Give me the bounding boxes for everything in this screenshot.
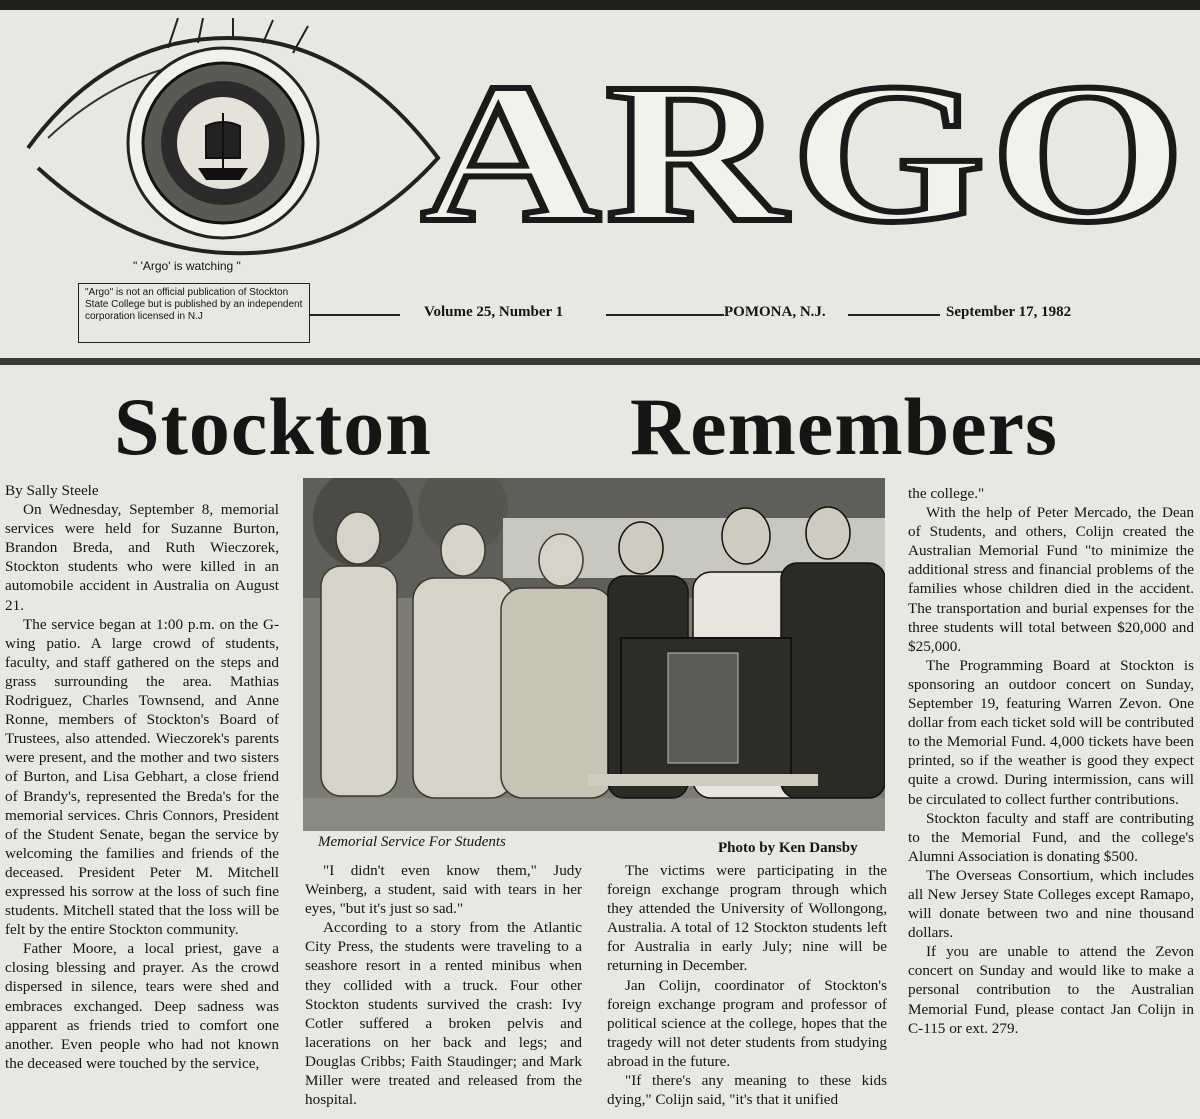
masthead-divider: [0, 358, 1200, 365]
headline-right: Remembers: [630, 381, 1058, 472]
publication-notice: "Argo" is not an official publication of Stockton State College but is published by an independent corporation licensed in N.J: [78, 283, 310, 343]
paragraph: The Overseas Consortium, which includes all New Jersey State Colleges except Ramapo, will donate between two and nine thousand dollars.: [908, 866, 1194, 942]
photo-caption: Memorial Service For Students: [318, 834, 506, 850]
paragraph: The Programming Board at Stockton is sponsoring an outdoor concert on Sunday, September 19, featuring Warren Zevon. One dollar from each ticket sold will be contributed to the Memorial Fund. 4,000 tickets have been printed, so if the weather is good they expect quite a crowd. During intermission, cans will be circulated to collect further contributions.: [908, 656, 1194, 808]
paragraph: According to a story from the Atlantic City Press, the students were traveling to a seashore resort in a rented minibus when they collided with a truck. Four other Stockton students survived the crash: Ivy Cotler suffered a broken pelvis and lacerations on her back and legs; and Douglas Cribbs; Faith Staudinger; and Mark Miller were treated and released from the hospital.: [305, 919, 582, 1109]
paragraph: "I didn't even know them," Judy Weinberg, a student, said with tears in her eyes, "but it's just so sad.": [305, 862, 582, 918]
masthead-logo: [420, 60, 1200, 240]
memorial-photo: [303, 478, 885, 831]
paragraph: Stockton faculty and staff are contributing to the Memorial Fund, and the college's Alumni Association is donating $500.: [908, 809, 1194, 865]
volume-number: Volume 25, Number 1: [424, 304, 564, 320]
article-column-3: [607, 861, 887, 1109]
byline: By Sally Steele: [5, 482, 99, 499]
issue-date: September 17, 1982: [946, 304, 1072, 320]
photo-credit: Photo by Ken Dansby: [718, 840, 858, 856]
top-rule: [0, 0, 1200, 10]
masthead-title: ARGO: [420, 60, 1190, 240]
masthead-slogan: " 'Argo' is watching ": [133, 259, 241, 273]
paragraph: Father Moore, a local priest, gave a closing blessing and prayer. As the crowd dispersed in silence, tears were shed and embraces exchanged. Deep sadness was apparent as friends tried to comfort one another. Even people who had not known the deceased were touched by the service,: [5, 940, 279, 1072]
paragraph: the college.": [908, 485, 985, 502]
paragraph: The service began at 1:00 p.m. on the G-wing patio. A large crowd of students, faculty, and staff gathered on the steps and grass surrounding the area. Mathias Rodriguez, Charles Townsend, and Anne Ronne, members of Stockton's Board of Trustees, also attended. Wieczorek's parents were present, and the mother and two sisters of Burton, and Lisa Gebhart, a close friend of Brandy's, represented the Breda's for the memorial services. Chris Connors, President of the Student Senate, began the service by welcoming the families and friends of the deceased. President Peter M. Mitchell expressed his sorrow at the loss of such fine students. Mitchell stated that the loss will be felt by the entire Stockton community.: [5, 615, 279, 939]
paragraph: Jan Colijn, coordinator of Stockton's foreign exchange program and professor of political science at the college, hopes that the tragedy will not deter students from studying abroad in the future.: [607, 976, 887, 1070]
article-column-2: [305, 861, 582, 1109]
paragraph: "If there's any meaning to these kids dying," Colijn said, "it's that it unified: [607, 1072, 887, 1109]
article-column-4: [908, 484, 1194, 1038]
location: POMONA, N.J.: [724, 304, 826, 320]
dateline: [310, 304, 1110, 328]
eye-illustration: [18, 18, 448, 258]
paragraph: On Wednesday, September 8, memorial services were held for Suzanne Burton, Brandon Breda, and Ruth Wieczorek, Stockton students who were killed in an automobile accident in Australia on August 21.: [5, 501, 279, 614]
paragraph: With the help of Peter Mercado, the Dean of Students, and others, Colijn created the Australian Memorial Fund "to minimize the additional stress and financial problems of the families whose children died in the accident. The transportation and burial expenses for the three students will total between $20,000 and $25,000.: [908, 504, 1194, 655]
article-column-1: [5, 481, 279, 1073]
paragraph: If you are unable to attend the Zevon concert on Sunday and would like to make a personal contribution to the Australian Memorial Fund, please contact Jan Colijn in C-115 or ext. 279.: [908, 943, 1194, 1037]
paragraph: The victims were participating in the foreign exchange program through which they attended the University of Wollongong, Australia. A total of 12 Stockton students left for Australia in early July; nine will be returning in December.: [607, 862, 887, 975]
headline-left: Stockton: [114, 381, 432, 472]
